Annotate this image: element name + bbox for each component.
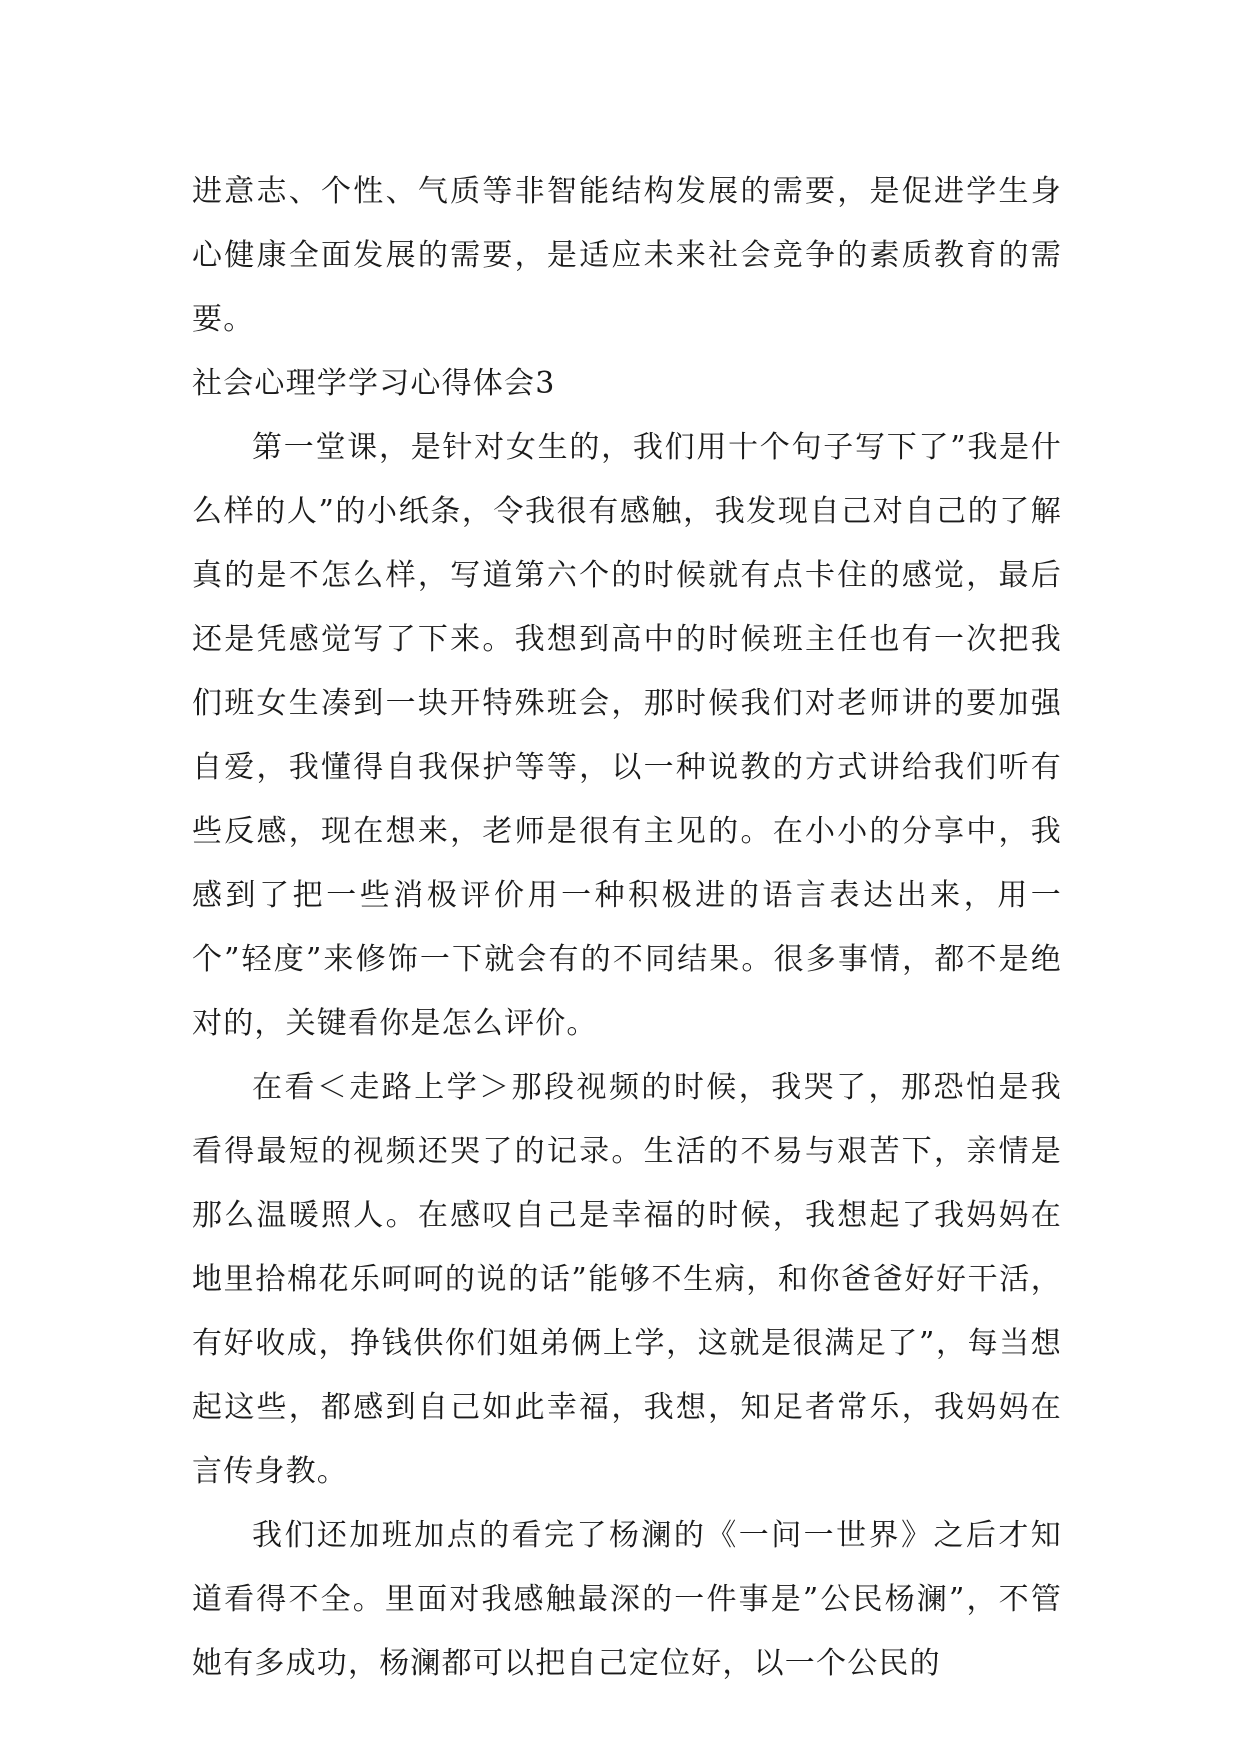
section-heading: 社会心理学学习心得体会3 (192, 366, 556, 401)
paragraph: 在看＜走路上学＞那段视频的时候，我哭了，那恐怕是我看得最短的视频还哭了的记录。生活的不易与艰苦下，亲情是那么温暖照人。在感叹自己是幸福的时候，我想起了我妈妈在地里拾棉花乐呵呵的说的话”能够不生病，和你爸爸好好干活，有好收成，挣钱供你们姐弟俩上学，这就是很满足了”，每当想起这些，都感到自己如此幸福，我想，知足者常乐，我妈妈在言传身教。 (192, 1070, 1062, 1489)
document-body (192, 160, 1062, 1696)
paragraph-continuation: 进意志、个性、气质等非智能结构发展的需要，是促进学生身心健康全面发展的需要，是适应未来社会竞争的素质教育的需要。 (192, 174, 1062, 337)
paragraph: 我们还加班加点的看完了杨澜的《一问一世界》之后才知道看得不全。里面对我感触最深的一件事是”公民杨澜”，不管她有多成功，杨澜都可以把自己定位好，以一个公民的 (192, 1518, 1062, 1681)
paragraph: 第一堂课，是针对女生的，我们用十个句子写下了”我是什么样的人”的小纸条，令我很有感触，我发现自己对自己的了解真的是不怎么样，写道第六个的时候就有点卡住的感觉，最后还是凭感觉写了下来。我想到高中的时候班主任也有一次把我们班女生凑到一块开特殊班会，那时候我们对老师讲的要加强自爱，我懂得自我保护等等，以一种说教的方式讲给我们听有些反感，现在想来，老师是很有主见的。在小小的分享中，我感到了把一些消极评价用一种积极进的语言表达出来，用一个”轻度”来修饰一下就会有的不同结果。很多事情，都不是绝对的，关键看你是怎么评价。 (192, 430, 1062, 1041)
